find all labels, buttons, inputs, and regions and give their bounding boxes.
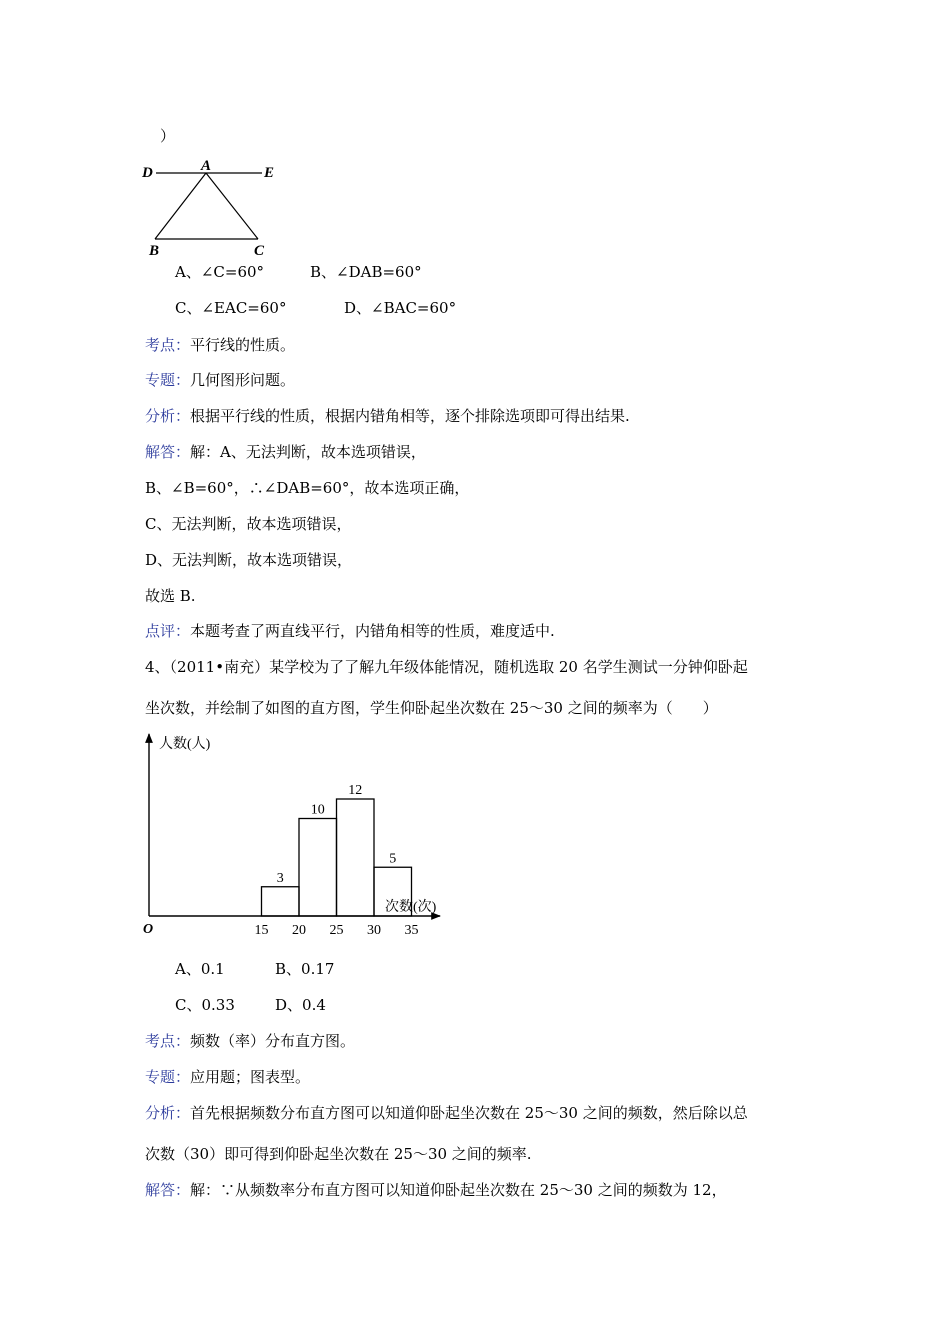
- bar-data-label: 3: [276, 870, 284, 886]
- label-d: D: [142, 165, 153, 181]
- q4-stem-line1: 4、（2011•南充）某学校为了了解九年级体能情况，随机选取 20 名学生测试一分钟仰卧起: [145, 658, 748, 676]
- jieda-label: 解答：: [145, 443, 191, 461]
- bar-data-label: 10: [310, 802, 325, 818]
- q3-kaodian: [145, 335, 295, 355]
- ticks-group: [255, 923, 419, 938]
- q4-fenxi-label: 分析：: [145, 1104, 191, 1122]
- zhuanti-text: 几何图形问题。: [190, 371, 296, 389]
- dianping-label: 点评：: [145, 622, 191, 640]
- q3-zhuanti: [145, 370, 295, 390]
- q4-kaodian: [145, 1031, 355, 1051]
- q4-kaodian-text: 频数（率）分布直方图。: [190, 1032, 356, 1050]
- q3-option-d: D、∠BAC=60°: [344, 299, 457, 317]
- q4-fenxi: [145, 1103, 748, 1123]
- histogram-bar: [262, 887, 300, 916]
- q4-option-b: B、0.17: [275, 960, 335, 978]
- q4-zhuanti: [145, 1067, 310, 1087]
- label-b: B: [149, 243, 160, 258]
- x-tick-label: 20: [292, 923, 306, 938]
- q4-zhuanti-label: 专题：: [145, 1068, 191, 1086]
- label-a: A: [201, 158, 212, 174]
- segment-ac: [206, 173, 258, 239]
- histogram-chart: [135, 728, 445, 943]
- segment-ab: [155, 173, 206, 239]
- bar-data-label: 5: [389, 851, 397, 867]
- bar-data-label: 12: [348, 783, 363, 798]
- q4-kaodian-label: 考点：: [145, 1032, 191, 1050]
- label-c: C: [254, 243, 265, 258]
- dianping-text: 本题考查了两直线平行，内错角相等的性质，难度适中.: [190, 622, 555, 640]
- triangle-figure: [138, 158, 288, 258]
- q3-option-b: B、∠DAB=60°: [310, 263, 422, 281]
- q4-option-a: A、0.1: [175, 960, 225, 978]
- origin-label: O: [143, 922, 154, 937]
- q3-jieda-line3: C、无法判断，故本选项错误，: [145, 515, 352, 533]
- histogram-bar: [299, 819, 337, 917]
- q3-jieda-line5: 故选 B.: [145, 587, 196, 605]
- q3-fenxi: [145, 406, 630, 426]
- y-axis-label: 人数(人): [159, 737, 211, 752]
- x-tick-label: 30: [367, 923, 381, 938]
- kaodian-text: 平行线的性质。: [190, 336, 296, 354]
- fenxi-label: 分析：: [145, 407, 191, 425]
- q3-option-c: C、∠EAC=60°: [175, 299, 287, 317]
- q4-jieda: [145, 1180, 727, 1200]
- q3-jieda: [145, 442, 426, 462]
- label-e: E: [264, 165, 275, 181]
- x-tick-label: 15: [254, 923, 269, 938]
- q4-stem-line2: 坐次数，并绘制了如图的直方图，学生仰卧起坐次数在 25～30 之间的频率为（ ）: [145, 699, 718, 717]
- q4-jieda-label: 解答：: [145, 1181, 191, 1199]
- q3-jieda-line4: D、无法判断，故本选项错误，: [145, 551, 353, 569]
- histogram-bar: [337, 799, 375, 916]
- q4-fenxi-line1: 首先根据频数分布直方图可以知道仰卧起坐次数在 25～30 之间的频数，然后除以总: [190, 1104, 748, 1122]
- jieda-line1: 解：A、无法判断，故本选项错误，: [190, 443, 426, 461]
- q4-option-c: C、0.33: [175, 996, 235, 1014]
- q4-zhuanti-text: 应用题；图表型。: [190, 1068, 311, 1086]
- x-tick-label: 35: [404, 923, 419, 938]
- x-tick-label: 25: [329, 923, 344, 938]
- fenxi-text: 根据平行线的性质，根据内错角相等，逐个排除选项即可得出结果.: [190, 407, 630, 425]
- q3-stem-tail: ）: [160, 127, 176, 145]
- kaodian-label: 考点：: [145, 336, 191, 354]
- q3-option-a: A、∠C=60°: [175, 263, 265, 281]
- q4-option-d: D、0.4: [275, 996, 326, 1014]
- x-axis-label: 次数(次): [385, 900, 437, 915]
- q4-fenxi-line2: 次数（30）即可得到仰卧起坐次数在 25～30 之间的频率.: [145, 1145, 532, 1163]
- q3-dianping: [145, 621, 555, 641]
- zhuanti-label: 专题：: [145, 371, 191, 389]
- q3-jieda-line2: B、∠B=60°，∴∠DAB=60°，故本选项正确，: [145, 479, 470, 497]
- q4-jieda-text: 解：∵从频数率分布直方图可以知道仰卧起坐次数在 25～30 之间的频数为 12，: [190, 1181, 727, 1199]
